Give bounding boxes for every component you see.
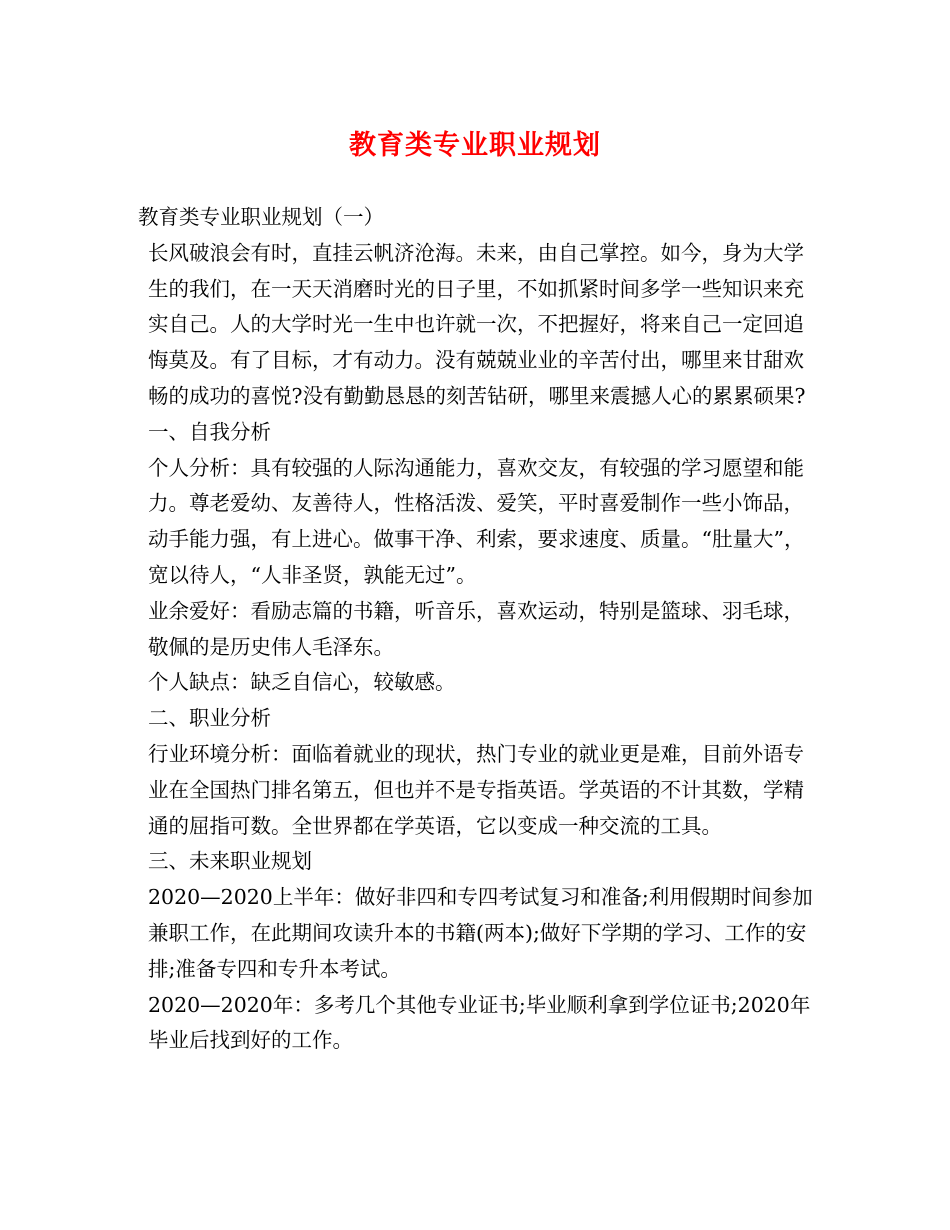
intro-paragraph: 长风破浪会有时，直挂云帆济沧海。未来，由自己掌控。如今，身为大学生的我们，在一天天消磨时光的日子里，不如抓紧时间多学一些知识来充实自己。人的大学时光一生中也许就一次，不把握好，将来自己一定回追悔莫及。有了目标，才有动力。没有兢兢业业的辛苦付出，哪里来甘甜欢畅的成功的喜悦?没有勤勤恳恳的刻苦钻研，哪里来震撼人心的累累硕果?: [148, 240, 806, 408]
plan-first-half-paragraph: 2020—2020上半年：做好非四和专四考试复习和准备;利用假期时间参加兼职工作，在此期间攻读升本的书籍(两本);做好下学期的学习、工作的安排;准备专四和专升本考试。: [148, 885, 813, 981]
industry-analysis-paragraph: 行业环境分析：面临着就业的现状，热门专业的就业更是难，目前外语专业在全国热门排名第五，但也并不是专指英语。学英语的不计其数，学精通的屈指可数。全世界都在学英语，它以变成一种交流的工具。: [148, 741, 804, 838]
subtitle-paragraph: 教育类专业职业规划（一）: [138, 205, 384, 229]
section-heading-career-analysis: 二、职业分析: [148, 706, 271, 731]
document-title: 教育类专业职业规划: [349, 130, 601, 161]
personal-analysis-paragraph: 个人分析：具有较强的人际沟通能力，喜欢交友，有较强的学习愿望和能力。尊老爱幼、友善待人，性格活泼、爱笑，平时喜爱制作一些小饰品，动手能力强，有上进心。做事干净、利索，要求速度、质量。“肚量大”，宽以待人，“人非圣贤，孰能无过”。: [148, 455, 805, 587]
section-heading-future-plan: 三、未来职业规划: [148, 849, 312, 874]
weakness-paragraph: 个人缺点：缺乏自信心，较敏感。: [148, 670, 456, 695]
document-body: [138, 200, 818, 1059]
plan-full-year-paragraph: 2020—2020年：多考几个其他专业证书;毕业顺利拿到学位证书;2020年毕业后找到好的工作。: [148, 992, 811, 1053]
section-heading-self-analysis: 一、自我分析: [148, 419, 271, 444]
hobbies-paragraph: 业余爱好：看励志篇的书籍，听音乐，喜欢运动，特别是篮球、羽毛球，敬佩的是历史伟人毛泽东。: [148, 598, 804, 659]
